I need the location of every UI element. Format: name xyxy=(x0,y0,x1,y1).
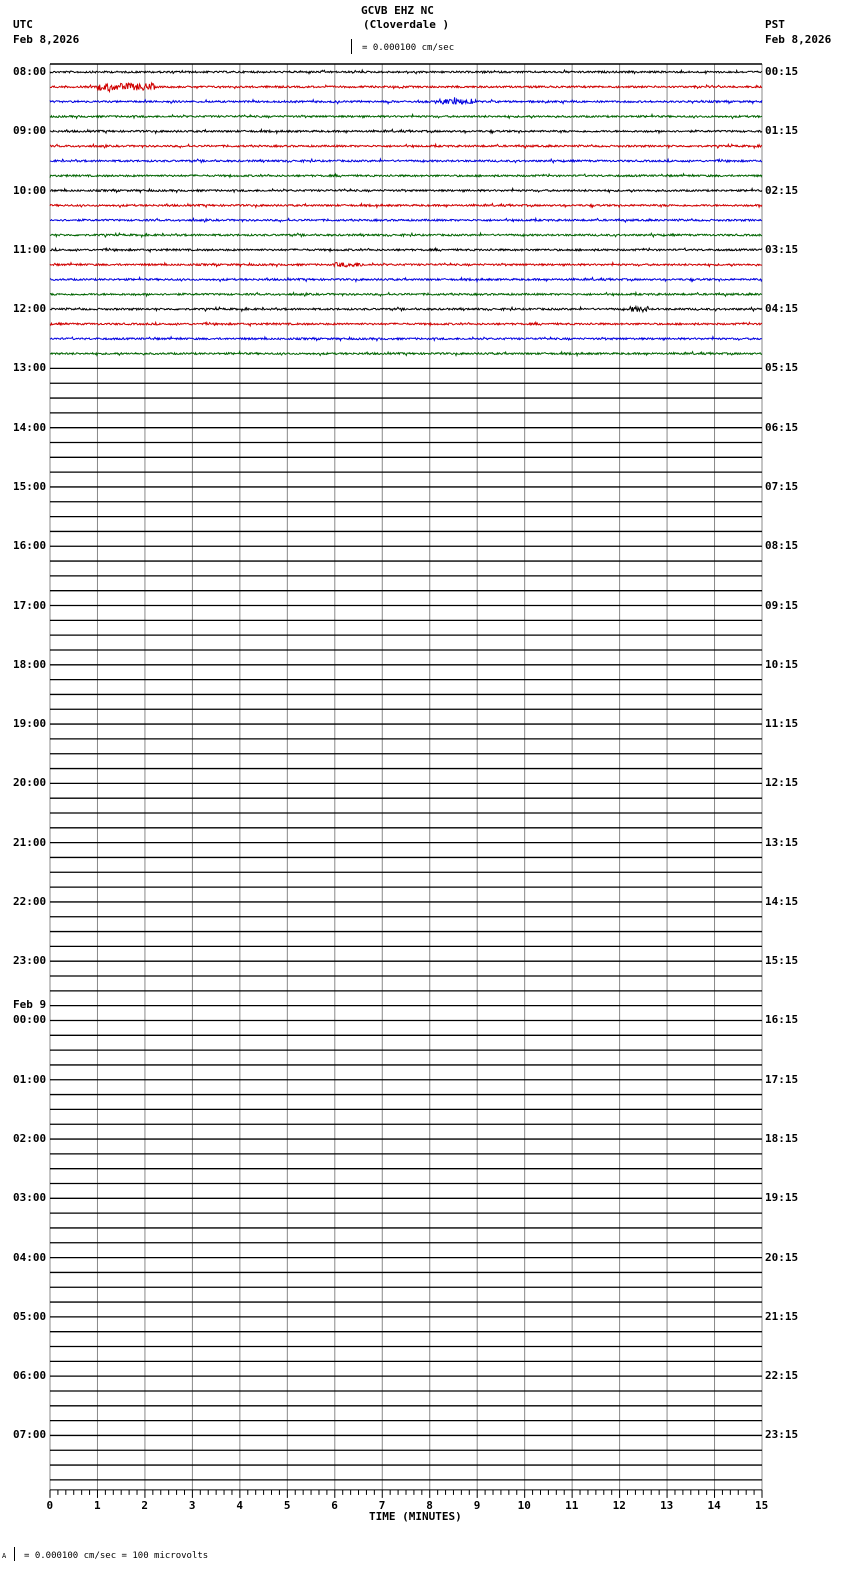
utc-hour-label: 13:00 xyxy=(13,361,47,375)
seismic-trace xyxy=(50,248,762,252)
pst-hour-label: 11:15 xyxy=(765,717,799,731)
utc-hour-label: 14:00 xyxy=(13,420,47,434)
x-tick-label: 9 xyxy=(473,1498,481,1512)
x-tick-label: 15 xyxy=(755,1498,769,1512)
seismic-trace xyxy=(50,278,762,282)
utc-hour-label: 19:00 xyxy=(13,717,47,731)
pst-hour-label: 18:15 xyxy=(765,1132,799,1146)
seismic-trace xyxy=(50,159,762,163)
seismic-trace xyxy=(50,115,762,119)
x-tick-label: 13 xyxy=(660,1498,674,1512)
x-tick-label: 8 xyxy=(426,1498,433,1512)
utc-hour-label: 20:00 xyxy=(13,776,47,790)
utc-hour-label: 00:00 xyxy=(13,1013,47,1027)
utc-hour-label: 17:00 xyxy=(13,598,47,612)
seismic-trace xyxy=(50,97,762,104)
x-tick-label: 5 xyxy=(283,1498,291,1512)
pst-hour-label: 22:15 xyxy=(765,1369,799,1383)
seismic-trace xyxy=(50,337,762,341)
footer-scale-bar-icon xyxy=(14,1547,15,1561)
utc-hour-label: 11:00 xyxy=(13,242,47,256)
scale-label: = 0.000100 cm/sec xyxy=(362,43,455,53)
utc-hour-label: 08:00 xyxy=(13,65,47,78)
utc-hour-label: 01:00 xyxy=(13,1072,47,1086)
footer-scale-text: = 0.000100 cm/sec = 100 microvolts xyxy=(24,1551,209,1561)
pst-hour-label: 14:15 xyxy=(765,894,799,908)
pst-hour-label: 04:15 xyxy=(765,302,799,316)
seismic-trace xyxy=(50,233,762,237)
seismic-trace xyxy=(50,83,762,91)
seismic-trace xyxy=(50,218,762,222)
utc-hour-label: 21:00 xyxy=(13,835,47,849)
pst-hour-label: 07:15 xyxy=(765,479,799,493)
utc-hour-label: 18:00 xyxy=(13,657,47,671)
pst-hour-label: 10:15 xyxy=(765,657,799,671)
utc-hour-label: 12:00 xyxy=(13,302,47,316)
x-tick-label: 3 xyxy=(188,1498,196,1512)
pst-hour-label: 15:15 xyxy=(765,954,799,968)
pst-hour-label: 09:15 xyxy=(765,598,799,612)
seismic-trace xyxy=(50,70,762,74)
x-tick-label: 10 xyxy=(517,1498,531,1512)
seismic-trace xyxy=(50,263,762,267)
x-axis-label: TIME (MINUTES) xyxy=(369,1510,462,1523)
utc-hour-label: 07:00 xyxy=(13,1428,47,1442)
pst-hour-label: 01:15 xyxy=(765,124,799,138)
pst-hour-label: 08:15 xyxy=(765,539,799,553)
pst-hour-label: 16:15 xyxy=(765,1013,799,1027)
pst-hour-label: 17:15 xyxy=(765,1072,799,1086)
station-location: (Cloverdale ) xyxy=(363,18,450,31)
pst-hour-label: 19:15 xyxy=(765,1191,799,1205)
x-tick-label: 14 xyxy=(707,1498,721,1512)
utc-hour-label: 05:00 xyxy=(13,1309,47,1323)
seismic-trace xyxy=(50,352,762,356)
left-date: Feb 8,2026 xyxy=(13,33,80,46)
seismic-trace xyxy=(50,307,762,312)
x-tick-label: 7 xyxy=(378,1498,386,1512)
utc-hour-label: 10:00 xyxy=(13,183,47,197)
utc-hour-label: 03:00 xyxy=(13,1191,47,1205)
pst-hour-label: 00:15 xyxy=(765,65,799,78)
pst-hour-label: 21:15 xyxy=(765,1309,799,1323)
footer-mark: A xyxy=(2,1552,7,1560)
x-tick-label: 1 xyxy=(93,1498,101,1512)
utc-hour-label: 22:00 xyxy=(13,894,47,908)
pst-hour-label: 23:15 xyxy=(765,1428,799,1442)
seismic-trace xyxy=(50,322,762,326)
x-tick-label: 12 xyxy=(612,1498,626,1512)
seismic-trace xyxy=(50,174,762,178)
utc-hour-label: 16:00 xyxy=(13,539,47,553)
utc-hour-label: 02:00 xyxy=(13,1132,47,1146)
pst-hour-label: 05:15 xyxy=(765,361,799,375)
seismic-trace xyxy=(50,293,762,297)
pst-hour-label: 20:15 xyxy=(765,1250,799,1264)
utc-hour-label: 15:00 xyxy=(13,479,47,493)
pst-hour-label: 06:15 xyxy=(765,420,799,434)
pst-hour-label: 13:15 xyxy=(765,835,799,849)
utc-hour-label: 06:00 xyxy=(13,1369,47,1383)
seismic-trace xyxy=(50,144,762,148)
date-change-label: Feb 9 xyxy=(13,998,47,1012)
utc-hour-label: 04:00 xyxy=(13,1250,47,1264)
utc-hour-label: 09:00 xyxy=(13,124,47,138)
left-timezone: UTC xyxy=(13,18,33,31)
pst-hour-label: 12:15 xyxy=(765,776,799,790)
utc-hour-label: 23:00 xyxy=(13,954,47,968)
seismic-trace xyxy=(50,189,762,193)
x-tick-label: 0 xyxy=(46,1498,54,1512)
pst-hour-label: 02:15 xyxy=(765,183,799,197)
x-tick-label: 11 xyxy=(565,1498,579,1512)
x-tick-label: 4 xyxy=(236,1498,243,1512)
right-date: Feb 8,2026 xyxy=(765,33,832,46)
right-timezone: PST xyxy=(765,18,785,31)
seismic-trace xyxy=(50,204,762,208)
station-title: GCVB EHZ NC xyxy=(361,4,434,17)
x-tick-label: 2 xyxy=(141,1498,149,1512)
seismic-trace xyxy=(50,129,762,133)
x-tick-label: 6 xyxy=(331,1498,338,1512)
pst-hour-label: 03:15 xyxy=(765,242,799,256)
